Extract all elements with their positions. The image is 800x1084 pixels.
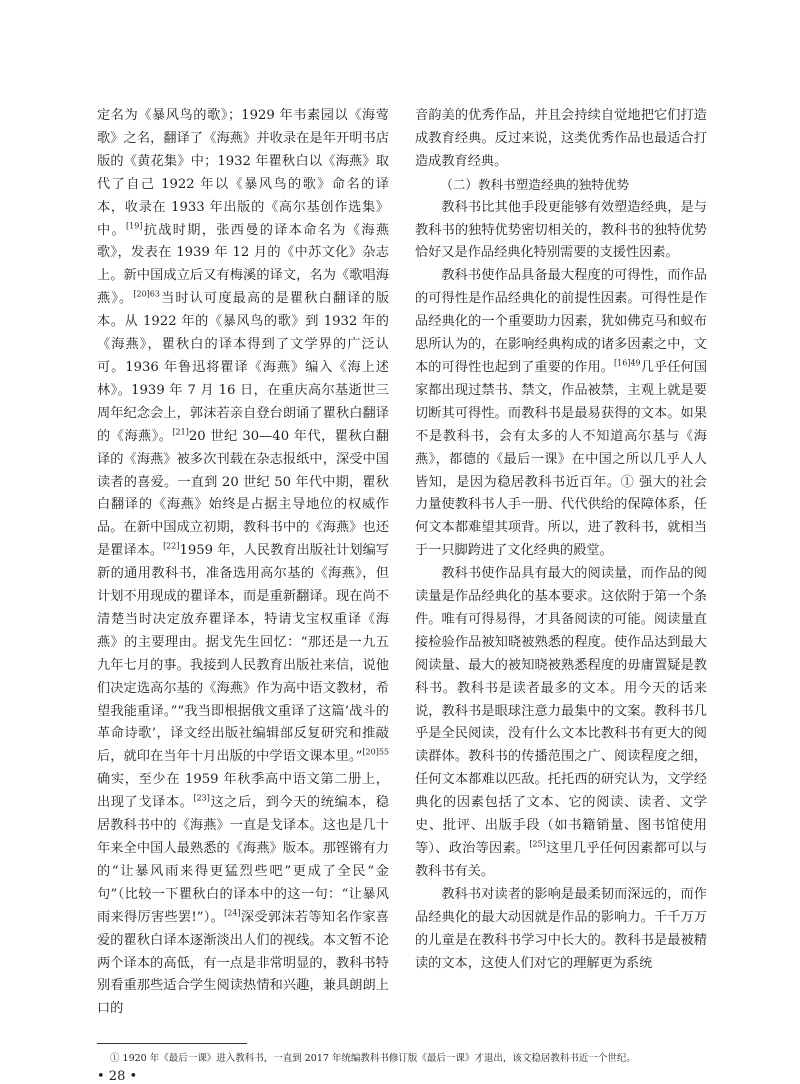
citation-ref: [24] — [224, 908, 241, 918]
left-column — [97, 105, 389, 1021]
text-run: 教科书使作品具备最大程度的可得性，而作品的可得性是作品经典化的前提性因素。可得性是作品经典化的一个重要助力因素，犹如佛克马和蚁布思所认为的，在影响经典构成的诸多因素之中，文本的可得性也起到了重要的作用。 — [415, 268, 707, 375]
page-number: • 28 • — [97, 1069, 138, 1084]
text-run: 定名为《暴风鸟的歌》；1929 年韦素园以《海莺歌》之名，翻译了《海燕》并收录在是年开明书店版的《黄花集》中；1932 年瞿秋白以《海燕》取代了自己 1922 年以《暴风鸟的歌》命名的译本，收录在 1933 年出版的《高尔基创作选集》中。 — [97, 108, 389, 238]
citation-ref: [19] — [126, 221, 143, 231]
text-run: 20 世纪 30—40 年代，瞿秋白翻译的《海燕》被多次刊载在杂志报纸中，深受中国读者的喜爱。一直到 20 世纪 50 年代中期，瞿秋白翻译的《海燕》始终是占据主导地位的权威作品。在新中国成立初期，教科书中的《海燕》也还是瞿译本。 — [97, 428, 389, 559]
citation-ref: [23] — [193, 793, 210, 803]
body-paragraph — [415, 563, 707, 884]
body-paragraph — [415, 884, 707, 976]
text-run: 这之后，到今天的统编本，稳居教科书中的《海燕》一直是戈译本。这也是几十年来全中国人最熟悉的《海燕》版本。那铿锵有力的“让暴风雨来得更猛烈些吧”更成了全民“金句”（比较一下瞿秋白的译本中的这一句：“让暴风雨来得厉害些罢!”）。 — [97, 795, 389, 925]
footnote-divider — [97, 1043, 247, 1044]
citation-ref: [20]63 — [133, 289, 160, 299]
text-run: 几乎任何国家都出现过禁书、禁文，作品被禁，主观上就是要切断其可得性。而教科书是最易获得的文本。如果不是教科书，会有太多的人不知道高尔基与《海燕》，都德的《最后一课》在中国之所以几乎人人皆知，是因为稳居教科书近百年。① 强大的社会力量使教科书人手一册、代代供给的保障体系，任何文本都难望其项背。所以，进了教科书，就相当于一只脚跨进了文化经典的殿堂。 — [415, 359, 708, 559]
section-heading — [415, 174, 707, 197]
body-paragraph — [415, 265, 707, 563]
text-run: 教科书对读者的影响是最柔韧而深远的，而作品经典化的最大动因就是作品的影响力。千千万万的儿童是在教科书学习中长大的。教科书是最被精读的文本，这使人们对它的理解更为系统 — [415, 886, 707, 971]
text-run: 教科书使作品具有最大的阅读量，而作品的阅读量是作品经典化的基本要求。这依附于第一个条件。唯有可得易得，才具备阅读的可能。阅读量直接检验作品被知晓被熟悉的程度。使作品达到最大阅读量、最大的被知晓被熟悉程度的毋庸置疑是教科书。教科书是读者最多的文本。用今天的话来说，教科书是眼球注意力最集中的文案。教科书几乎是全民阅读，没有什么文本比教科书有更大的阅读群体。教科书的传播范围之广、阅读程度之细，任何文本都难以匹敌。托托西的研究认为，文学经典化的因素包括了文本、它的阅读、读者、文学史、批评、出版手段（如书籍销量、图书馆使用等）、政治等因素。 — [415, 566, 707, 856]
citation-ref: [21] — [172, 427, 189, 437]
text-run: 这里几乎任何因素都可以与教科书有关。 — [415, 841, 708, 879]
text-run: 深受郭沫若等知名作家喜爱的瞿秋白译本逐渐淡出人们的视线。本文暂不论两个译本的高低，有一点是非常明显的，教科书特别看重那些适合学生阅读热情和兴趣，兼具朗朗上口的 — [97, 909, 389, 1017]
citation-ref: [22] — [163, 541, 180, 551]
body-paragraph — [97, 105, 389, 1021]
text-run: 教科书比其他手段更能够有效塑造经典，是与教科书的独特优势密切相关的，教科书的独特优势恰好又是作品经典化特别需要的支援性因素。 — [415, 199, 707, 261]
text-run: 音韵美的优秀作品，并且会持续自觉地把它们打造成教育经典。反过来说，这类优秀作品也最适合打造成教育经典。 — [415, 108, 707, 169]
text-run: 当时认可度最高的是瞿秋白翻译的版本。从 1922 年的《暴风鸟的歌》到 1932 年的《海燕》，瞿秋白的译本得到了文学界的广泛认可。1936 年鲁迅将瞿译《海燕》编入《海上述林》。1939 年 7 月 16 日，在重庆高尔基逝世三周年纪念会上，郭沫若亲自登台朗诵了瞿秋白翻译的《海燕》。 — [97, 291, 390, 444]
footnote: ① 1920 年《最后一课》进入教科书，一直到 2017 年统编教科书修订版《最后一课》才退出，该文稳居教科书近一个世纪。 — [110, 1053, 636, 1064]
citation-ref: [25] — [529, 839, 546, 849]
body-paragraph — [415, 197, 707, 266]
text-run: 1959 年，人民教育出版社计划编写新的通用教科书，准备选用高尔基的《海燕》，但计划不用现成的瞿译本，而是重新翻译。现在尚不清楚当时决定放弃瞿译本，特请戈宝权重译《海燕》的主要理由。据戈先生回忆：“那还是一九五九年七月的事。我接到人民教育出版社来信，说他们决定选高尔基的《海燕》作为高中语文教材，希望我能重译。”“我当即根据俄文重译了这篇‘战斗的革命诗歌’，译文经出版社编辑部反复研究和推敲后，就印在当年十月出版的中学语文课本里。” — [97, 543, 389, 765]
text-run: （二）教科书塑造经典的独特优势 — [440, 176, 630, 192]
text-run: 确实，至少在 1959 年秋季高中语文第二册上，出现了戈译本。 — [97, 772, 389, 811]
right-column — [415, 105, 707, 975]
citation-ref: [16]49 — [614, 358, 641, 368]
text-run: 抗战时期，张西曼的译本命名为《海燕歌》，发表在 1939 年 12 月的《中苏文化》杂志上。新中国成立后又有梅溪的译文，名为《歌唱海燕》。 — [97, 222, 390, 307]
body-paragraph — [415, 105, 707, 174]
citation-ref: [20]55 — [362, 747, 389, 757]
